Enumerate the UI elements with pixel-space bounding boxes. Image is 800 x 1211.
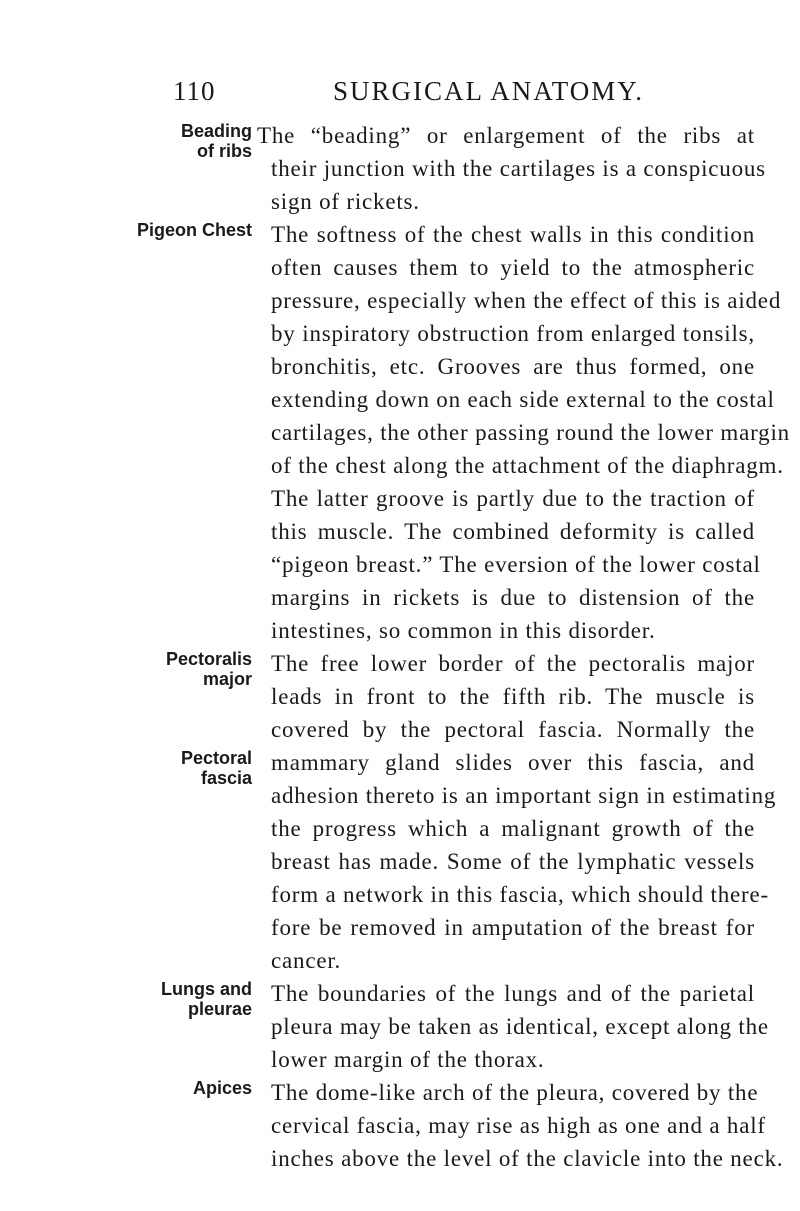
text-line: The free lower border of the pectoralis major xyxy=(271,651,755,676)
text-line: inches above the level of the clavicle into the neck. xyxy=(271,1146,784,1171)
text-line: pleura may be taken as identical, except along the xyxy=(271,1014,769,1039)
text-line: often causes them to yield to the atmospheric xyxy=(271,255,755,280)
text-line: pressure, especially when the effect of this is aided xyxy=(271,288,782,313)
text-line: The boundaries of the lungs and of the parietal xyxy=(271,981,755,1006)
margin-note-pectoral: Pectoral xyxy=(180,748,252,768)
text-line: adhesion thereto is an important sign in estimating xyxy=(271,783,777,808)
text-line: margins in rickets is due to distension of the xyxy=(271,585,755,610)
margin-note-apices: Apices xyxy=(192,1078,252,1098)
text-line: The “beading” or enlargement of the ribs at xyxy=(257,123,755,148)
text-line: by inspiratory obstruction from enlarged tonsils, xyxy=(271,321,755,346)
text-line: cancer. xyxy=(271,948,342,973)
text-line: lower margin of the thorax. xyxy=(271,1047,545,1072)
text-line: form a network in this fascia, which should there- xyxy=(271,882,769,907)
margin-note-of-ribs: of ribs xyxy=(196,141,252,161)
text-line: covered by the pectoral fascia. Normally the xyxy=(271,717,755,742)
text-line: their junction with the cartilages is a conspicuous xyxy=(271,156,766,181)
text-line: breast has made. Some of the lymphatic vessels xyxy=(271,849,755,874)
page-number: 110 xyxy=(173,76,216,106)
text-line: The dome-like arch of the pleura, covered by the xyxy=(271,1080,759,1105)
page-header xyxy=(0,76,800,116)
margin-note-pleurae: pleurae xyxy=(187,999,252,1019)
text-line: sign of rickets. xyxy=(271,189,420,214)
text-line: fore be removed in amputation of the breast for xyxy=(271,915,755,940)
text-line: leads in front to the fifth rib. The muscle is xyxy=(271,684,755,709)
text-line: this muscle. The combined deformity is called xyxy=(271,519,755,544)
margin-note-pectoralis: Pectoralis xyxy=(165,649,252,669)
margin-note-major: major xyxy=(202,669,252,689)
text-line: of the chest along the attachment of the diaphragm. xyxy=(271,453,784,478)
text-line: mammary gland slides over this fascia, and xyxy=(271,750,755,775)
text-line: intestines, so common in this disorder. xyxy=(271,618,656,643)
text-line: “pigeon breast.” The eversion of the lower costal xyxy=(271,552,761,577)
text-line: cervical fascia, may rise as high as one and a half xyxy=(271,1113,766,1138)
running-title: SURGICAL ANATOMY. xyxy=(333,76,645,106)
text-line: The latter groove is partly due to the traction of xyxy=(271,486,755,511)
text-line: extending down on each side external to the costal xyxy=(271,387,775,412)
margin-note-pigeon-chest: Pigeon Chest xyxy=(136,220,252,240)
text-line: the progress which a malignant growth of the xyxy=(271,816,755,841)
text-line: cartilages, the other passing round the lower margin xyxy=(271,420,790,445)
margin-note-beading: Beading xyxy=(180,121,252,141)
margin-note-fascia: fascia xyxy=(200,768,252,788)
text-line: bronchitis, etc. Grooves are thus formed, one xyxy=(271,354,755,379)
text-line: The softness of the chest walls in this condition xyxy=(271,222,755,247)
margin-note-lungs-and: Lungs and xyxy=(161,979,252,999)
